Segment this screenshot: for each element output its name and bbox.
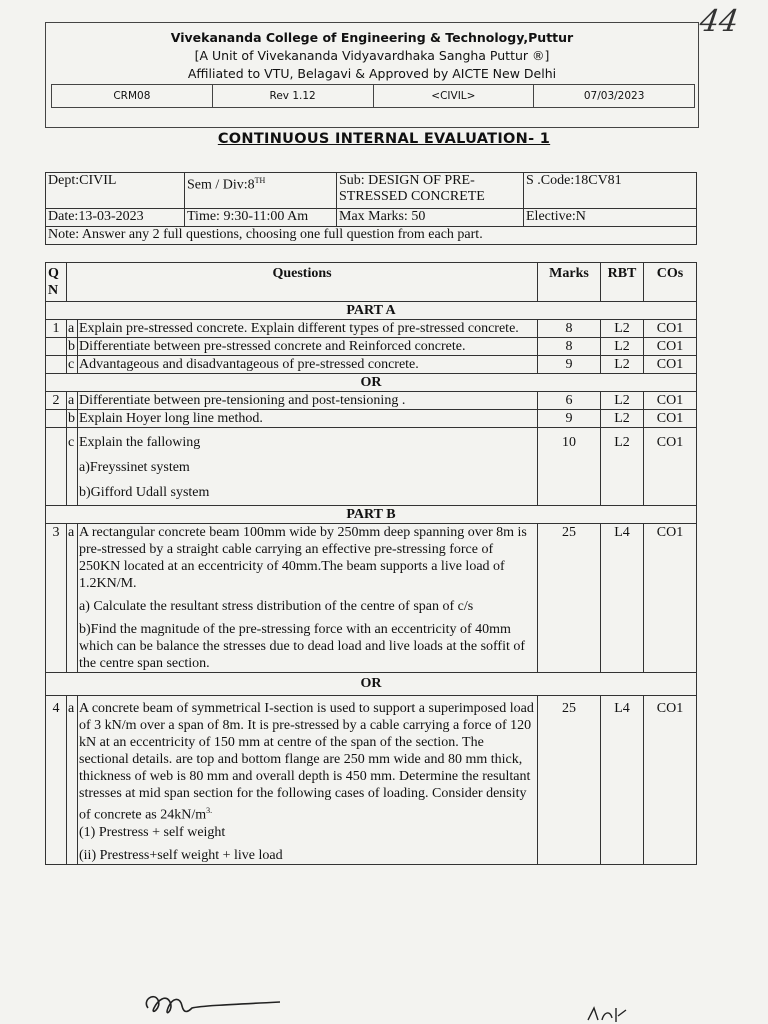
question-text: A rectangular concrete beam 100mm wide by 250mm deep spanning over 8m is pre-stressed by a straight cable carrying an effective pre-stressing force of 250KN located at an eccentricity of 40mm.The beam supports a live load of 1.2KN/M. a) Calculate the resultant stress distribution of the centre of span of c/s b)Find the magnitude of the pre-stressing force with an eccentricity of 40mm which can be balance the stresses due to dead load and live loads at the soffit of the centre span section. <box>78 524 538 673</box>
max-marks-cell: Max Marks: 50 <box>337 209 524 227</box>
doc-date: 07/03/2023 <box>583 90 645 102</box>
question-row: 3 a A rectangular concrete beam 100mm wide by 250mm deep spanning over 8m is pre-stressed by a straight cable carrying an effective pre-stressing force of 250KN located at an eccentricity of 40mm.The beam supports a live load of 1.2KN/M. a) Calculate the resultant stress distribution of the centre of span of c/s b)Find the magnitude of the pre-stressing force with an eccentricity of 40mm which can be balance the stresses due to dead load and live loads at the soffit of the centre span section. 25 L4 CO1 <box>46 524 697 673</box>
subject-cell: Sub: DESIGN OF PRE-STRESSED CONCRETE <box>337 173 524 209</box>
question-row: 2 a Differentiate between pre-tensioning and post-tensioning . 6 L2 CO1 <box>46 392 697 410</box>
or-separator: OR <box>46 673 697 696</box>
question-row: b Differentiate between pre-stressed concrete and Reinforced concrete. 8 L2 CO1 <box>46 338 697 356</box>
header-marks: Marks <box>538 263 601 302</box>
handwritten-initials <box>584 1004 634 1024</box>
question-text: Explain Hoyer long line method. <box>78 410 538 428</box>
part-a-heading: PART A <box>46 302 697 320</box>
date-cell: Date:13-03-2023 <box>46 209 185 227</box>
page-title: CONTINUOUS INTERNAL EVALUATION- 1 <box>217 131 551 147</box>
page-number-handwritten: 44 <box>697 4 741 39</box>
header-cos: COs <box>644 263 697 302</box>
question-text: A concrete beam of symmetrical I-section is used to support a superimposed load of 3 kN/m over a span of 8m. It is pre-stressed by a cable carrying a force of 120 kN at an eccentricity of 150 mm at centre of the span of the section. The sectional details. are top and bottom flange are 250 mm wide and 80 mm thick, thickness of web is 80 mm and overall depth is 450 mm. Determine the resultant stresses at mid span section for the following cases of loading. Consider density of concrete as $24kN/m^{3.}$ (1) Prestress + self weight (ii) Prestress+self weight + live load <box>78 696 538 865</box>
college-name: Vivekananda College of Engineering & Technology,Puttur <box>170 30 574 45</box>
question-row: b Explain Hoyer long line method. 9 L2 CO1 <box>46 410 697 428</box>
header-rbt: RBT <box>601 263 644 302</box>
handwritten-signature <box>140 978 290 1024</box>
question-row: 4 a A concrete beam of symmetrical I-section is used to support a superimposed load of 3 kN/m over a span of 8m. It is pre-stressed by a cable carrying a force of 120 kN at an eccentricity of 150 mm at centre of the span of the section. The sectional details. are top and bottom flange are 250 mm wide and 80 mm thick, thickness of web is 80 mm and overall depth is 450 mm. Determine the resultant stresses at mid span section for the following cases of loading. Consider density of concrete as $24kN/m^{3.}$ (1) Prestress + self weight (ii) Prestress+self weight + live load 25 L4 CO1 <box>46 696 697 865</box>
or-separator: OR <box>46 374 697 392</box>
doc-revision: Rev 1.12 <box>213 85 374 107</box>
question-row: c Advantageous and disadvantageous of pre-stressed concrete. 9 L2 CO1 <box>46 356 697 374</box>
header-questions: Questions <box>67 263 538 302</box>
question-text: Explain pre-stressed concrete. Explain different types of pre-stressed concrete. <box>78 320 538 338</box>
question-row: c Explain the fallowing a)Freyssinet system b)Gifford Udall system 10 L2 CO1 <box>46 428 697 506</box>
question-text: Explain the fallowing a)Freyssinet system b)Gifford Udall system <box>78 428 538 506</box>
college-header <box>45 22 699 128</box>
exam-info-table <box>45 172 697 245</box>
elective-cell: Elective:N <box>524 209 697 227</box>
part-b-heading: PART B <box>46 506 697 524</box>
question-text: Differentiate between pre-stressed concrete and Reinforced concrete. <box>78 338 538 356</box>
time-cell: Time: 9:30-11:00 Am <box>185 209 337 227</box>
question-row: 1 a Explain pre-stressed concrete. Explain different types of pre-stressed concrete. 8 L2 CO1 <box>46 320 697 338</box>
doc-code: CRM08 <box>52 85 213 107</box>
header-qn: Q N <box>46 263 67 302</box>
subject-code-cell: S .Code:18CV81 <box>524 173 697 209</box>
dept-cell: Dept:CIVIL <box>46 173 185 209</box>
sem-cell: Sem / Div:8TH <box>185 173 337 209</box>
doc-department: <CIVIL> <box>374 85 535 107</box>
question-text: Advantageous and disadvantageous of pre-stressed concrete. <box>78 356 538 374</box>
college-unit: [A Unit of Vivekananda Vidyavardhaka Sangha Puttur ®] <box>194 48 550 63</box>
questions-table <box>45 262 697 865</box>
college-affiliation: Affiliated to VTU, Belagavi & Approved by AICTE New Delhi <box>187 66 557 81</box>
document-meta-row <box>51 84 695 108</box>
instructions-note: Note: Answer any 2 full questions, choosing one full question from each part. <box>46 227 697 245</box>
question-text: Differentiate between pre-tensioning and post-tensioning . <box>78 392 538 410</box>
